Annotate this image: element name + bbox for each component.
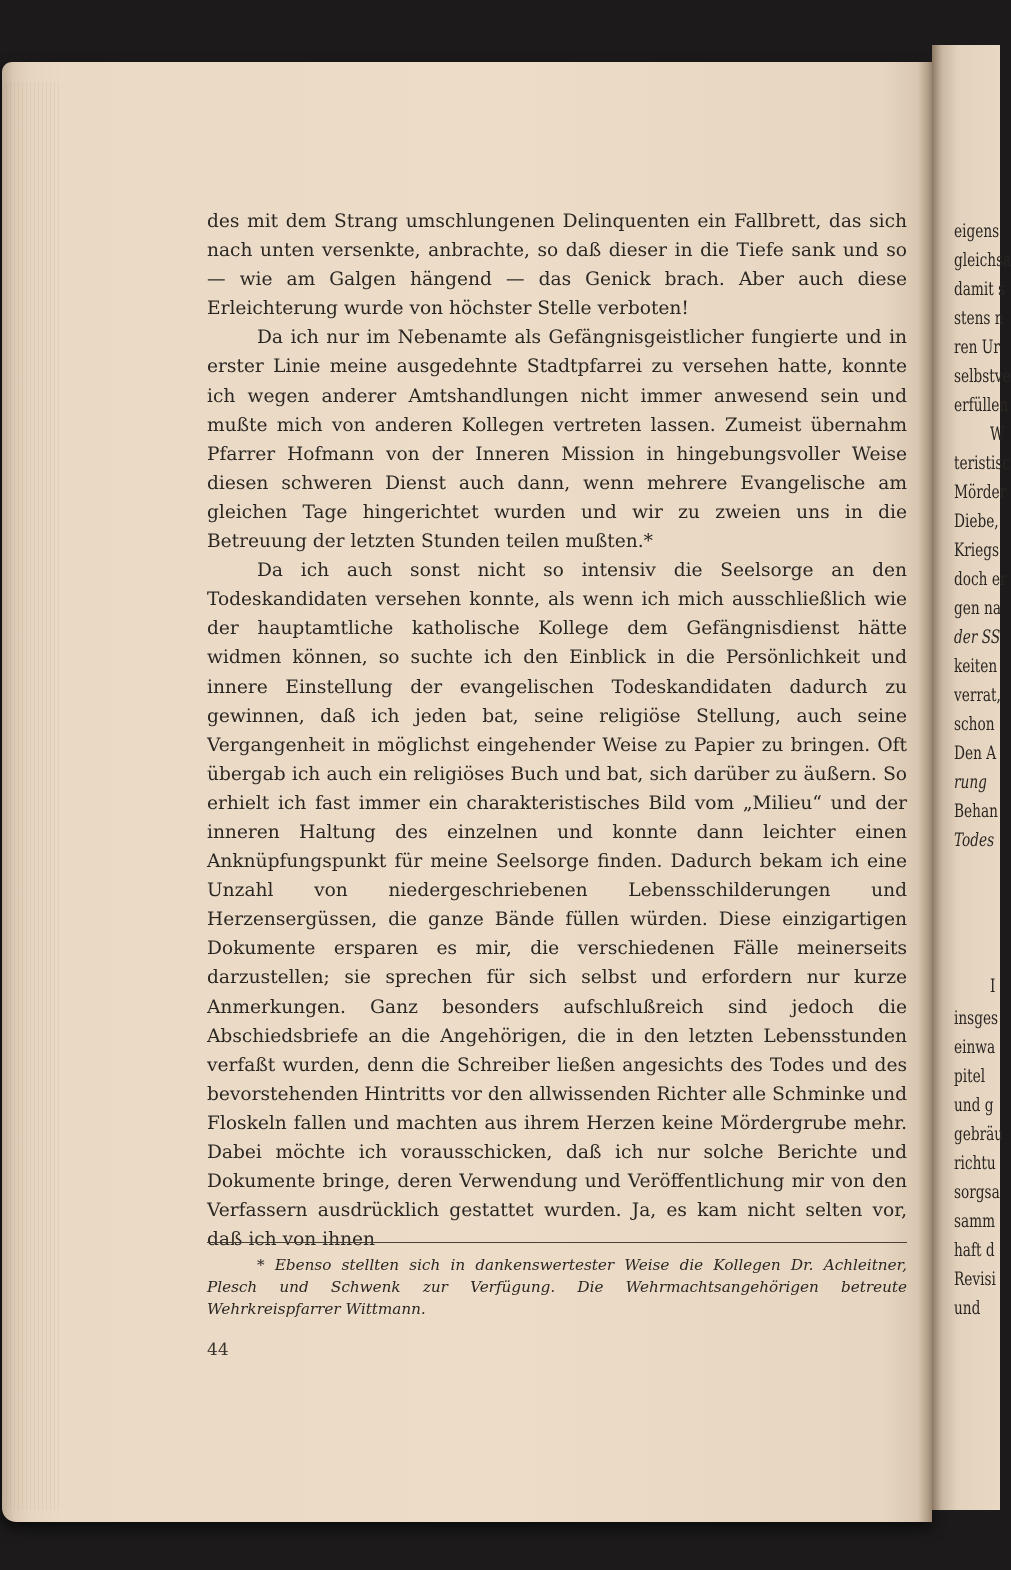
page-edge-stack — [2, 82, 62, 1510]
facing-line: Diebe, — [954, 510, 999, 532]
facing-line: gebräu — [954, 1123, 1004, 1145]
facing-line: gen na — [954, 597, 1001, 619]
facing-line: erfüllen — [954, 394, 1009, 416]
facing-line: doch er — [954, 568, 1007, 590]
facing-line: sorgsa — [954, 1181, 1000, 1203]
facing-line: selbstve — [954, 365, 1011, 387]
facing-line: haft d — [954, 1239, 995, 1261]
facing-line: Todes — [954, 829, 995, 851]
paragraph: Da ich nur im Nebenamte als Gefängnisgeistlicher fungierte und in erster Linie meine ausgedehnte Stadtpfarrei zu versehen hatte, konnte ich wegen anderer Amtshandlungen nicht immer anwesend sein und mußte mich von anderen Kollegen vertreten lassen. Zumeist übernahm Pfarrer Hofmann von der Inneren Mission in hingebungsvoller Weise diesen schweren Dienst auch dann, wenn mehrere Evangelische am gleichen Tage hingerichtet wurden und wir zu zweien uns in die Betreuung der letzten Stunden teilen mußten.* — [207, 327, 907, 553]
facing-line: Den A — [954, 742, 997, 764]
facing-line: Behan — [954, 800, 998, 822]
footnote: * Ebenso stellten sich in dankenswertester Weise die Kollegen Dr. Achleitner, Plesch und Schwenk zur Verfügung. Die Wehrmachtsangehörigen betreute Wehrkreispfarrer Wittmann. — [207, 1256, 907, 1318]
paragraph: des mit dem Strang umschlungenen Delinquenten ein Fallbrett, das sich nach unten versenkte, anbrachte, so daß dieser in die Tiefe sank und so — wie am Galgen hängend — das Genick brach. Aber auch diese Erleichterung wurde von höchster Stelle verboten! — [207, 211, 907, 320]
facing-line: Mörder — [954, 481, 1007, 503]
facing-line: keiten — [954, 655, 998, 677]
paragraph: Da ich auch sonst nicht so intensiv die Seelsorge an den Todeskandidaten versehen konnte, als wenn ich mich ausschließlich wie der hauptamtliche katholische Kollege dem Gefängnisdienst hätte widmen können, so suchte ich den Einblick in die Persönlichkeit und innere Einstellung der evangelischen Todeskandidaten dadurch zu gewinnen, daß ich jeden bat, seine religiöse Stellung, auch seine Vergangenheit in möglichst eingehender Weise zu Papier zu bringen. Oft übergab ich auch ein religiöses Buch und bat, sich darüber zu äußern. So erhielt ich fast immer ein charakteristisches Bild vom „Milieu“ und der inneren Haltung des einzelnen und konnte dann leichter einen Anknüpfungspunkt für meine Seelsorge finden. Dadurch bekam ich eine Unzahl von niedergeschriebenen Lebensschilderungen und Herzensergüssen, die ganze Bände füllen würden. Diese einzigartigen Dokumente ersparen es mir, die verschiedenen Fälle meinerseits darzustellen; sie sprechen für sich selbst und erfordern nur kurze Anmerkungen. Ganz besonders aufschlußreich sind jedoch die Abschiedsbriefe an die Angehörigen, die in den letzten Lebensstunden verfaßt wurden, denn die Schreiber ließen angesichts des Todes und des bevorstehenden Hintritts vor den allwissenden Richter alle Schminke und Floskeln fallen und machten aus ihrem Herzen keine Mördergrube mehr. Dabei möchte ich vorausschicken, daß ich nur solche Berichte und Dokumente bringe, deren Verwendung und Veröffentlichung mir von den Verfassern ausdrücklich gestattet wurden. Ja, es kam nicht selten vor, daß ich von ihnen — [207, 560, 907, 1251]
facing-line: und g — [954, 1094, 994, 1116]
facing-line: eigens — [954, 220, 1000, 242]
facing-line: stens n — [954, 307, 1004, 329]
facing-line: ren Ur — [954, 336, 1000, 358]
facing-line: gleichsa — [954, 249, 1011, 271]
page-number: 44 — [207, 1340, 229, 1360]
book-gutter — [918, 62, 932, 1522]
footnote-divider — [207, 1242, 907, 1243]
facing-line: rung — [954, 771, 987, 793]
facing-line: insges — [954, 1007, 999, 1029]
facing-line: Revisi — [954, 1268, 996, 1290]
facing-line: I — [990, 975, 996, 997]
facing-line: samm — [954, 1210, 996, 1232]
facing-line: damit s — [954, 278, 1006, 300]
facing-line: schon — [954, 713, 995, 735]
facing-line: einwa — [954, 1036, 996, 1058]
facing-page — [932, 45, 1011, 1510]
facing-line: und — [954, 1297, 981, 1319]
facing-line: teristisc — [954, 452, 1011, 474]
facing-line: pitel — [954, 1065, 986, 1087]
facing-line: der SS — [954, 626, 1001, 648]
body-text — [207, 207, 907, 1254]
facing-line: richtu — [954, 1152, 996, 1174]
facing-line: Kriegs — [954, 539, 1000, 561]
facing-line: verrat, — [954, 684, 1001, 706]
facing-line: W — [990, 423, 1005, 445]
